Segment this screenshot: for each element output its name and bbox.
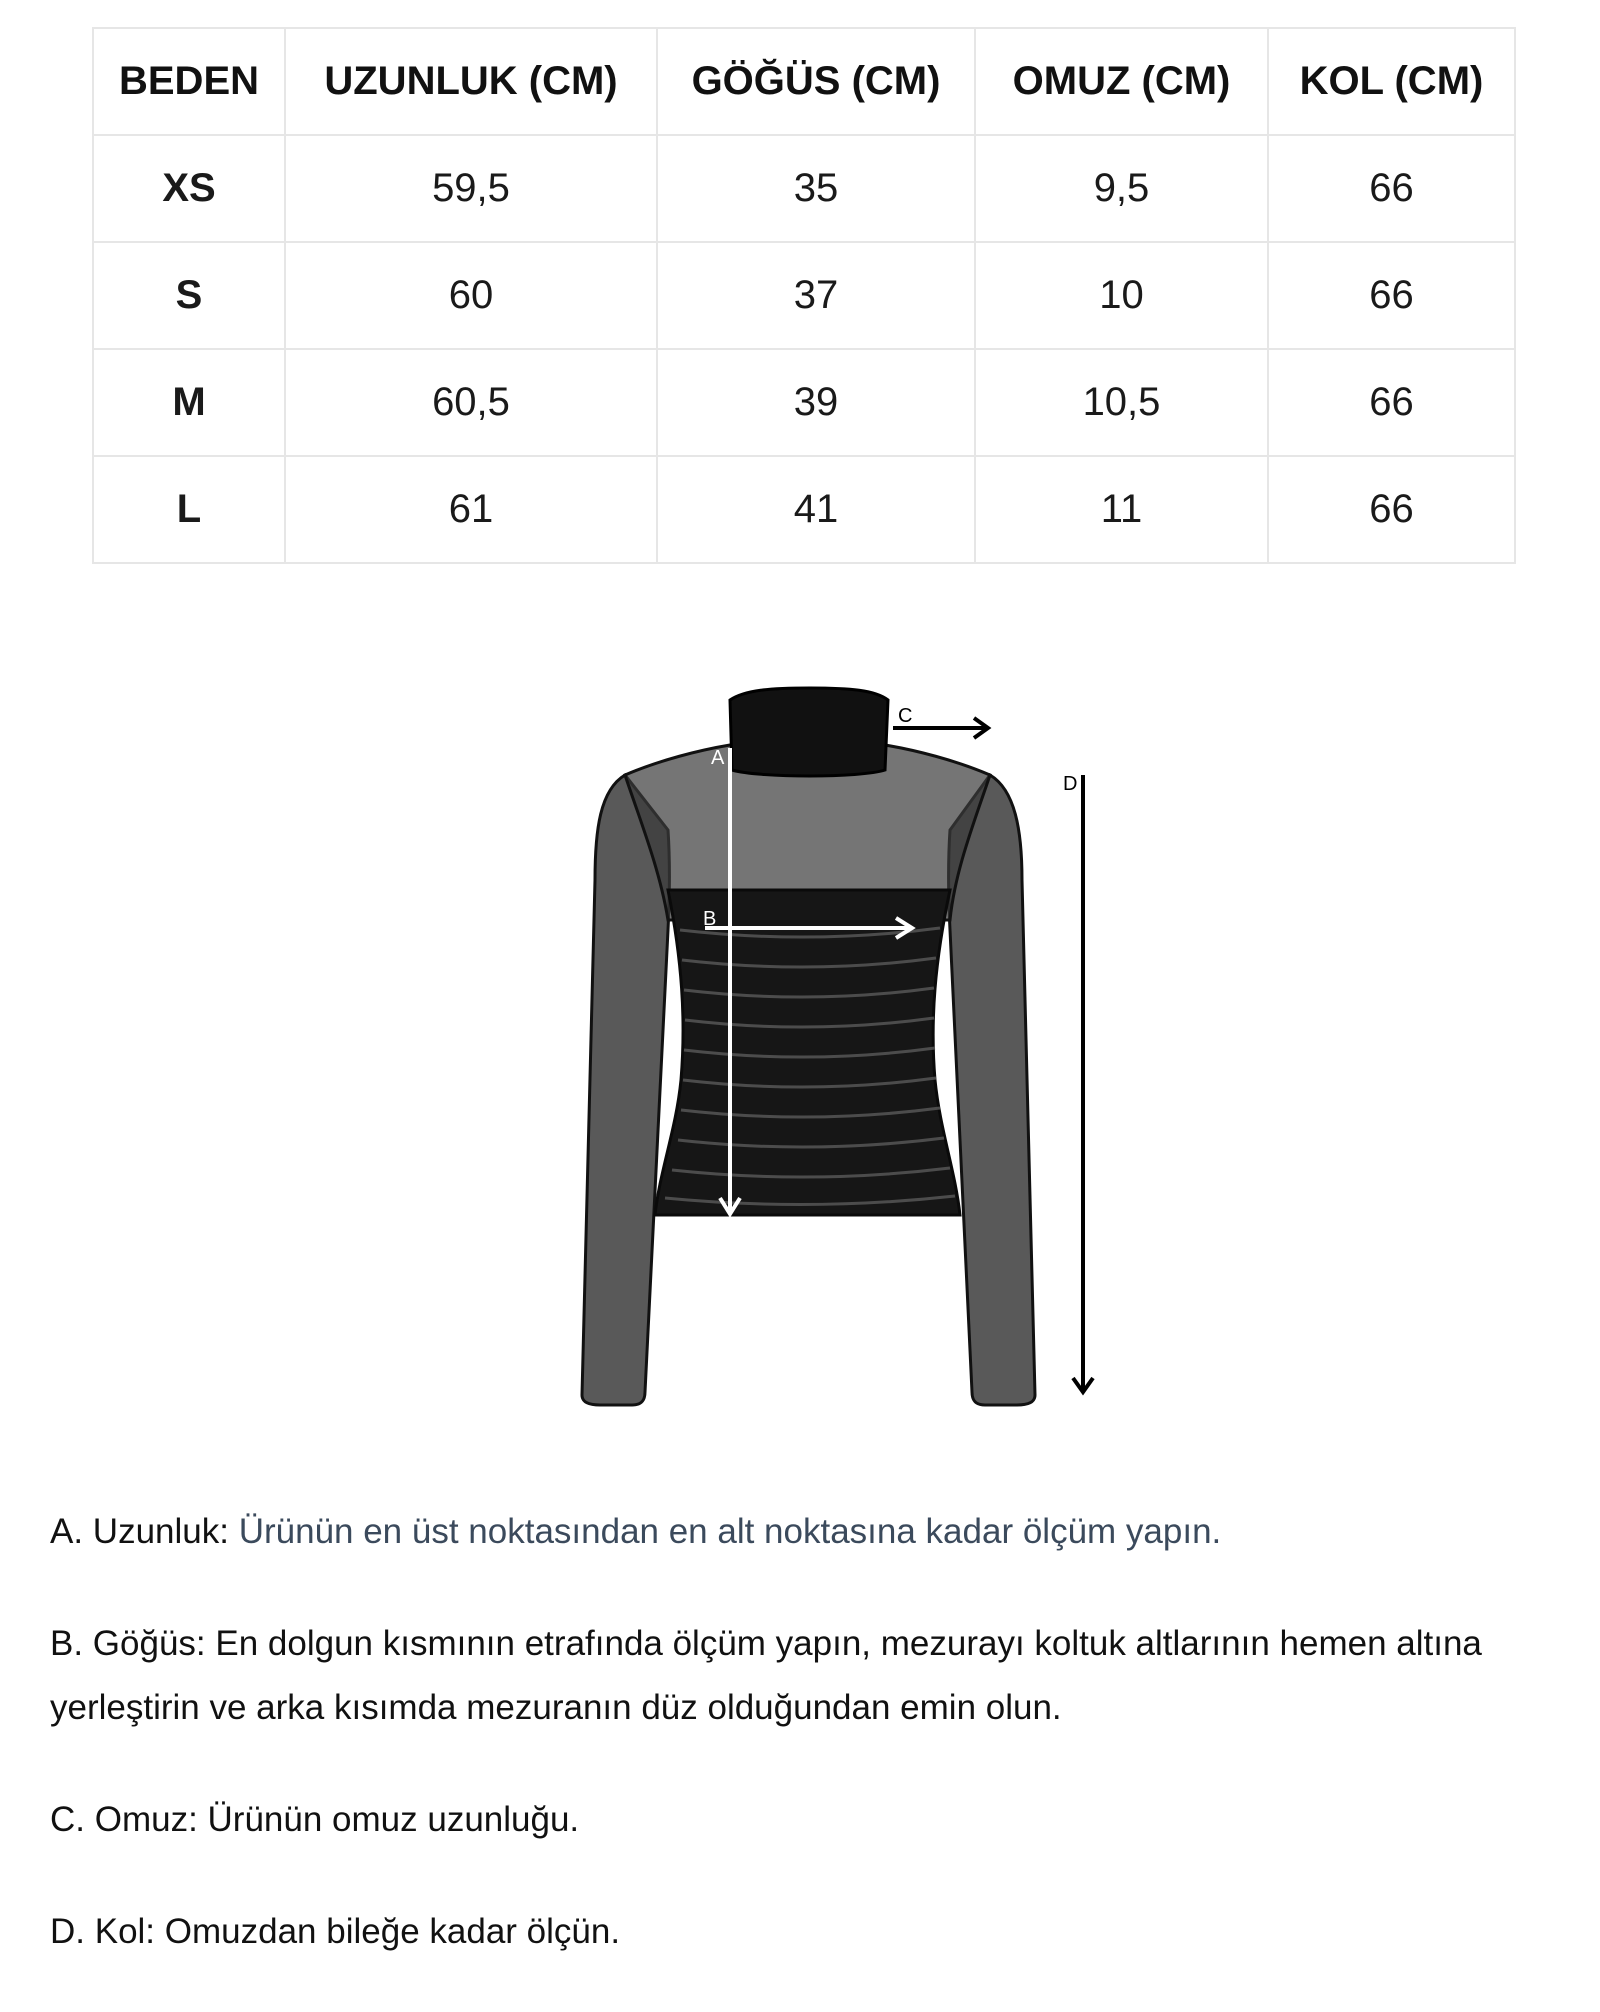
note-chest-text: En dolgun kısmının etrafında ölçüm yapın, mezurayı koltuk altlarının hemen altına yerleştirin ve arka kısımda mezuranın düz olduğundan emin olun.: [50, 1624, 1482, 1727]
measure-arrow-sleeve: [1073, 775, 1093, 1392]
garment-illustration: [582, 688, 1035, 1405]
table-row: [93, 349, 1515, 456]
cell-shoulder: 11: [975, 456, 1268, 563]
header-chest: GÖĞÜS (CM): [657, 28, 975, 135]
note-length: [50, 1500, 1550, 1564]
label-d: D: [1063, 773, 1078, 795]
note-sleeve-label: D. Kol:: [50, 1912, 156, 1951]
cell-shoulder: 10,5: [975, 349, 1268, 456]
note-chest: [50, 1612, 1550, 1740]
header-length: UZUNLUK (CM): [285, 28, 657, 135]
label-a: A: [711, 747, 725, 769]
note-length-text: Ürünün en üst noktasından en alt noktasına kadar ölçüm yapın.: [238, 1512, 1222, 1551]
cell-chest: 41: [657, 456, 975, 563]
cell-length: 61: [285, 456, 657, 563]
cell-size: L: [93, 456, 285, 563]
note-shoulder-label: C. Omuz:: [50, 1800, 198, 1839]
label-b: B: [703, 908, 717, 930]
garment-measurement-diagram: [560, 685, 1120, 1415]
table-row: [93, 456, 1515, 563]
note-shoulder-text: Ürünün omuz uzunluğu.: [207, 1800, 580, 1839]
size-chart-table: [92, 27, 1516, 564]
note-sleeve-text: Omuzdan bileğe kadar ölçün.: [164, 1912, 621, 1951]
cell-shoulder: 10: [975, 242, 1268, 349]
cell-length: 60,5: [285, 349, 657, 456]
cell-sleeve: 66: [1268, 349, 1515, 456]
table-row: [93, 135, 1515, 242]
note-chest-label: B. Göğüs:: [50, 1624, 206, 1663]
cell-length: 60: [285, 242, 657, 349]
cell-shoulder: 9,5: [975, 135, 1268, 242]
cell-size: XS: [93, 135, 285, 242]
cell-chest: 35: [657, 135, 975, 242]
cell-size: S: [93, 242, 285, 349]
cell-chest: 39: [657, 349, 975, 456]
table-header-row: [93, 28, 1515, 135]
table-row: [93, 242, 1515, 349]
header-sleeve: KOL (CM): [1268, 28, 1515, 135]
cell-size: M: [93, 349, 285, 456]
note-shoulder: [50, 1788, 1550, 1852]
note-sleeve: [50, 1900, 1550, 1964]
cell-length: 59,5: [285, 135, 657, 242]
header-size: BEDEN: [93, 28, 285, 135]
cell-chest: 37: [657, 242, 975, 349]
cell-sleeve: 66: [1268, 456, 1515, 563]
cell-sleeve: 66: [1268, 242, 1515, 349]
measurement-notes: [50, 1500, 1550, 2012]
label-c: C: [898, 705, 913, 727]
cell-sleeve: 66: [1268, 135, 1515, 242]
note-length-label: A. Uzunluk:: [50, 1512, 229, 1551]
header-shoulder: OMUZ (CM): [975, 28, 1268, 135]
